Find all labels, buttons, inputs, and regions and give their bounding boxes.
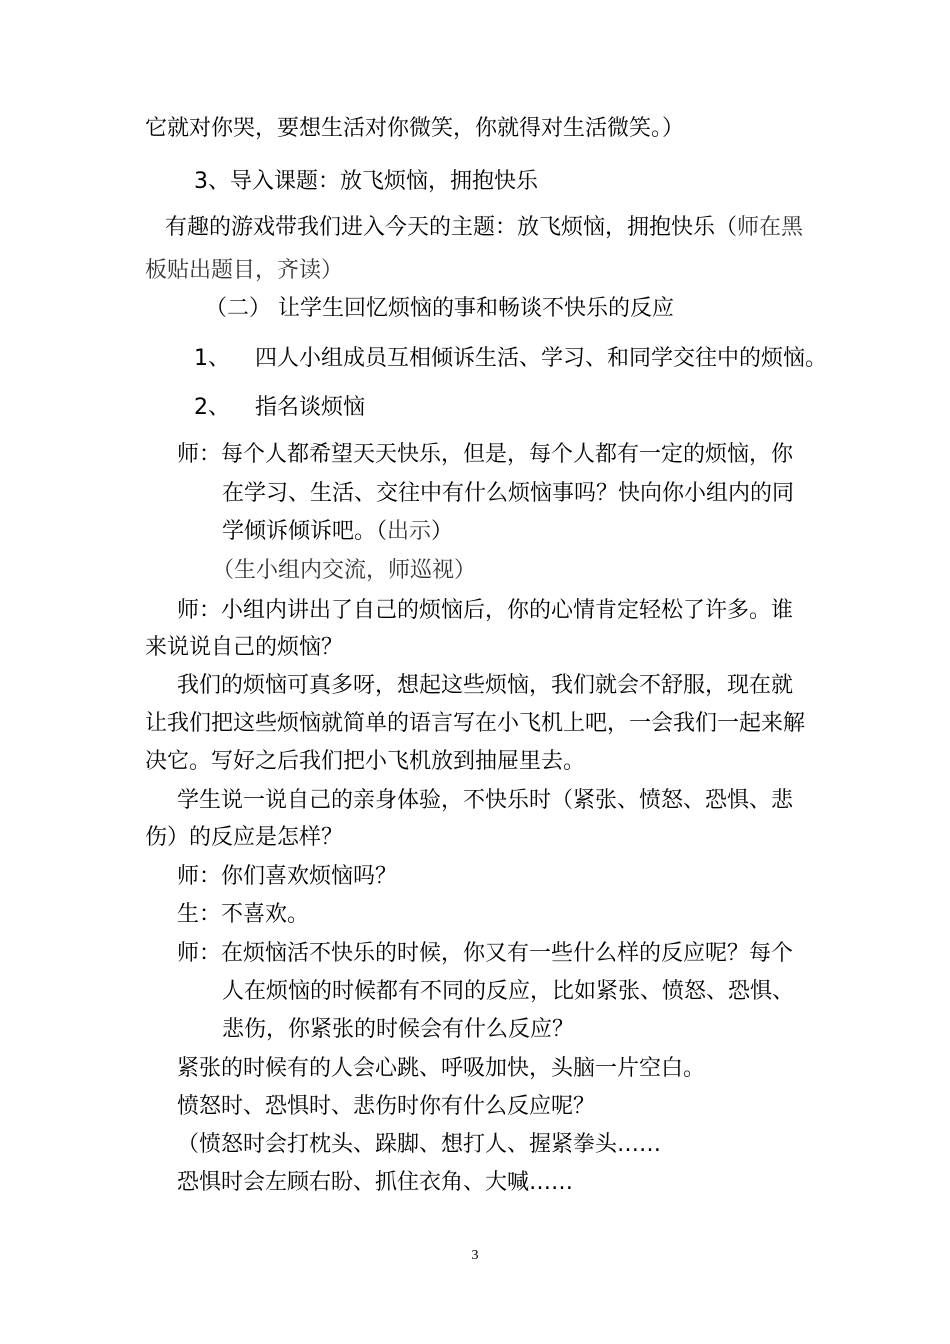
- text-line: 有趣的游戏带我们进入今天的主题：放飞烦恼，拥抱快乐（师在黑: [165, 215, 804, 240]
- text-line: 它就对你哭，要想生活对你微笑，你就得对生活微笑。）: [145, 116, 685, 141]
- text-line: 伤）的反应是怎样？: [145, 825, 344, 850]
- text-line: 紧张的时候有的人会心跳、呼吸加快，头脑一片空白。: [177, 1056, 706, 1081]
- dialogue-line: 生：不喜欢。: [177, 902, 310, 927]
- text-line: 恐惧时会左顾右盼、抓住衣角、大喊……: [177, 1170, 574, 1195]
- text-line: 愤怒时、恐惧时、悲伤时你有什么反应呢？: [177, 1094, 596, 1119]
- dialogue-line: 学倾诉倾诉吧。（出示）: [222, 519, 454, 544]
- dialogue-line: 来说说自己的烦恼？: [145, 635, 344, 660]
- dialogue-line: 师：小组内讲出了自己的烦恼后，你的心情肯定轻松了许多。谁: [177, 598, 794, 623]
- list-item: 指名谈烦恼: [255, 395, 366, 420]
- stage-note: （生小组内交流，师巡视）: [212, 558, 477, 583]
- text-line: （愤怒时会打枕头、跺脚、想打人、握紧拳头……: [177, 1132, 662, 1157]
- dialogue-line: 师：在烦恼活不快乐的时候，你又有一些什么样的反应呢？每个: [177, 941, 794, 966]
- section-heading: 3、导入课题：放飞烦恼，拥抱快乐: [194, 169, 538, 194]
- dialogue-line: 人在烦恼的时候都有不同的反应，比如紧张、愤怒、恐惧、: [222, 979, 795, 1004]
- dialogue-line: 师：你们喜欢烦恼吗？: [177, 864, 398, 889]
- dialogue-line: 师：每个人都希望天天快乐，但是，每个人都有一定的烦恼，你: [177, 442, 794, 467]
- text-line: 决它。写好之后我们把小飞机放到抽屉里去。: [145, 749, 586, 774]
- dialogue-line: 在学习、生活、交往中有什么烦恼事吗？快向你小组内的同: [222, 481, 795, 506]
- text-line: 让我们把这些烦恼就简单的语言写在小飞机上吧，一会我们一起来解: [145, 711, 806, 736]
- text-line: 学生说一说自己的亲身体验，不快乐时（紧张、愤怒、恐惧、悲: [177, 788, 794, 813]
- page-number: 3: [471, 1248, 479, 1263]
- text-line: 板贴出题目，齐读）: [145, 258, 344, 283]
- list-item-number: 2、: [194, 395, 230, 420]
- dialogue-line: 悲伤，你紧张的时候会有什么反应？: [222, 1017, 575, 1042]
- text-line: 我们的烦恼可真多呀，想起这些烦恼，我们就会不舒服，现在就: [177, 673, 794, 698]
- list-item: 四人小组成员互相倾诉生活、学习、和同学交往中的烦恼。: [255, 346, 828, 371]
- list-item-number: 1、: [194, 346, 230, 371]
- section-heading: （二） 让学生回忆烦恼的事和畅谈不快乐的反应: [205, 296, 674, 321]
